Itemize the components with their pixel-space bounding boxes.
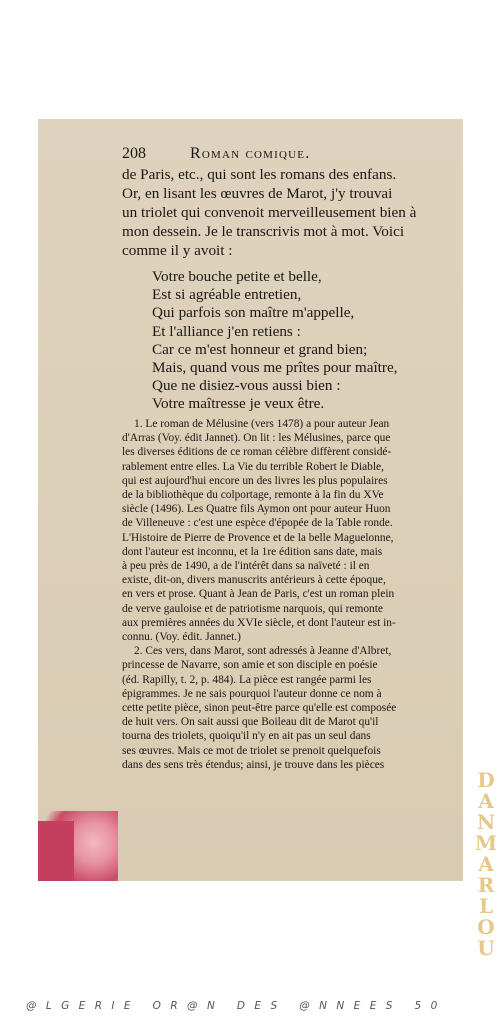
- watermark-letter: N: [476, 810, 496, 834]
- footnote-line: en vers et prose. Quant à Jean de Paris, c'est un roman plein: [122, 588, 395, 601]
- footnote-line: de la bibliothèque du colportage, remonte à la fin du XVe: [122, 489, 384, 502]
- footnote-line: tourna des triolets, quoiqu'il n'y en ait pas un seul dans: [122, 730, 371, 743]
- footnote-line: aux premières années du XVIe siècle, et dont l'auteur est in-: [122, 616, 396, 629]
- footnote-line: les diverses éditions de ce roman célèbre diffèrent considé-: [122, 446, 392, 459]
- footnote-line: rablement entre elles. La Vie du terrible Robert le Diable,: [122, 460, 384, 473]
- text-line: de Paris, etc., qui sont les romans des enfans.: [122, 166, 397, 183]
- watermark-letter: R: [477, 873, 495, 897]
- poem-line: Est si agréable entretien,: [152, 286, 302, 304]
- footer-caption: @LGERIE OR@N DES @NNEES 50: [26, 1000, 447, 1012]
- text-line: un triolet qui convenoit merveilleusement bien à: [122, 204, 417, 221]
- footnote-line: de verve gauloise et de patriotisme narquois, qui remonte: [122, 602, 383, 615]
- watermark-letter: A: [478, 789, 494, 813]
- footnote-line: existe, dit-on, divers manuscrits antérieurs à cette époque,: [122, 574, 386, 587]
- footnote-line: de Villeneuve : c'est une espèce d'épopée de la Table ronde.: [122, 517, 393, 530]
- footnote-line: 1. Le roman de Mélusine (vers 1478) a pour auteur Jean: [134, 418, 390, 430]
- book-page: [38, 119, 463, 881]
- watermark-stamp: [473, 770, 499, 990]
- main-text: [122, 165, 458, 260]
- poem-line: Que ne disiez-vous aussi bien :: [152, 377, 341, 395]
- footnote-line: connu. (Voy. édit. Jannet.): [122, 631, 241, 644]
- watermark-letter: L: [478, 894, 494, 918]
- watermark-letter: O: [477, 915, 495, 939]
- poem-line: Mais, quand vous me prîtes pour maître,: [152, 359, 398, 377]
- footnote-line: à peu près de 1490, a de l'intérêt dans sa naïveté : il en: [122, 560, 370, 573]
- footnote-line: qui est aujourd'hui encore un des livres les plus populaires: [122, 474, 388, 487]
- footnote-line: ses œuvres. Mais ce mot de triolet se prenoit quelquefois: [122, 744, 381, 757]
- text-line: mon dessein. Je le transcrivis mot à mot. Voici: [122, 223, 405, 240]
- footnote-line: siècle (1496). Les Quatre fils Aymon ont pour auteur Huon: [122, 503, 391, 516]
- page-number: 208: [122, 145, 146, 162]
- footnote-line: cette petite pièce, sinon peut-être parce qu'elle est composée: [122, 702, 397, 715]
- poem-line: Et l'alliance j'en retiens :: [152, 322, 301, 340]
- footnote-line: princesse de Navarre, son amie et son disciple en poésie: [122, 659, 378, 672]
- footnote-line: épigrammes. Je ne sais pourquoi l'auteur donne ce nom à: [122, 687, 382, 700]
- footnote-line: (éd. Rapilly, t. 2, p. 484). La pièce est rangée parmi les: [122, 673, 372, 686]
- poem-line: Car ce m'est honneur et grand bien;: [152, 340, 368, 358]
- footnote-line: dans des sens très étendus; ainsi, je trouve dans les pièces: [122, 758, 385, 771]
- text-line: Or, en lisant les œuvres de Marot, j'y trouvai: [122, 185, 393, 202]
- page-header: [122, 145, 382, 163]
- watermark-letter: M: [474, 831, 498, 855]
- watermark-letter: A: [478, 852, 494, 876]
- footnote-line: dont l'auteur est inconnu, et la 1re édition sans date, mais: [122, 545, 383, 558]
- running-title: Roman comique.: [190, 145, 311, 162]
- footnote-line: d'Arras (Voy. édit Jannet). On lit : les Mélusines, parce que: [122, 432, 391, 445]
- watermark-letter: D: [477, 768, 495, 792]
- poem-line: Votre maîtresse je veux être.: [152, 395, 325, 413]
- text-line: comme il y avoit :: [122, 242, 233, 259]
- footnote-line: 2. Ces vers, dans Marot, sont adressés à Jeanne d'Albret,: [134, 645, 392, 658]
- watermark-letter: U: [477, 936, 495, 960]
- footnotes: [122, 417, 452, 772]
- poem-line: Qui parfois son maître m'appelle,: [152, 304, 355, 322]
- footnote-line: L'Histoire de Pierre de Provence et de la belle Maguelonne,: [122, 531, 394, 544]
- bookmark-ribbon-band: [38, 821, 74, 881]
- poem-line: Votre bouche petite et belle,: [152, 268, 322, 285]
- triolet-poem: [152, 268, 452, 414]
- footnote-line: de huit vers. On sait aussi que Boileau dit de Marot qu'il: [122, 716, 379, 729]
